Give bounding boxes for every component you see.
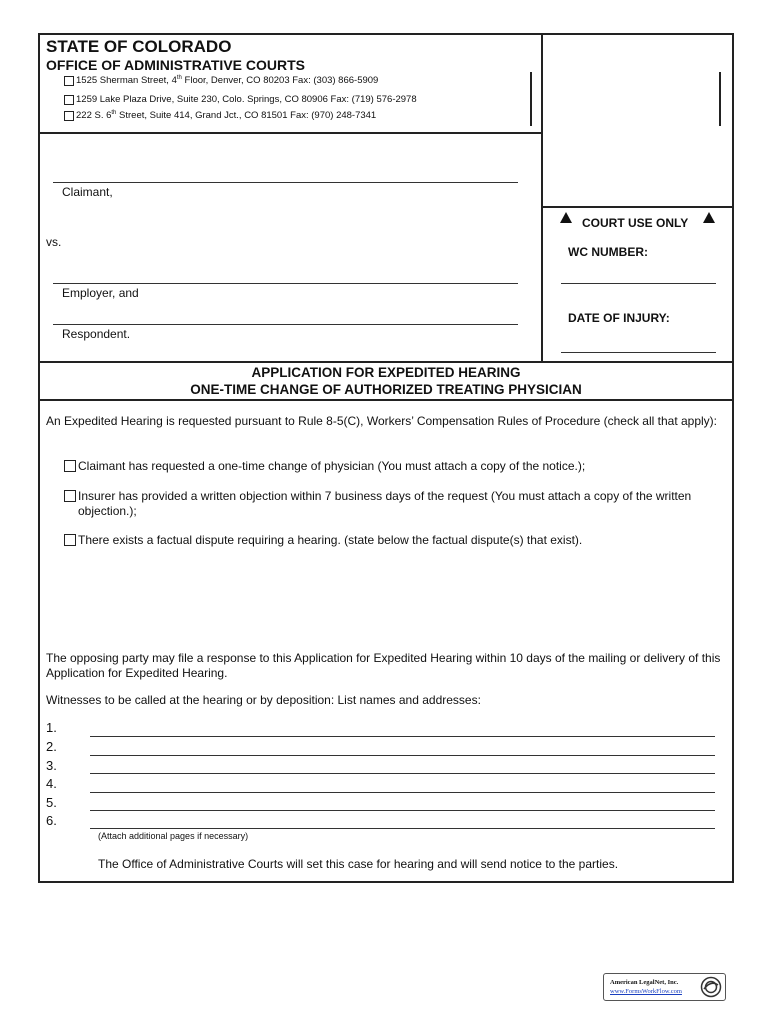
witness-number: 1.	[46, 720, 57, 735]
publisher-name: American LegalNet, Inc.	[610, 979, 679, 986]
vs-label: vs.	[46, 235, 62, 249]
address-option-denver[interactable]	[64, 75, 378, 86]
witness-number: 4.	[46, 776, 57, 791]
arrow-up-icon	[560, 212, 572, 223]
publisher-logo	[603, 973, 726, 1001]
arrow-up-icon	[703, 212, 715, 223]
address-text: 222 S. 6th Street, Suite 414, Grand Jct., CO 81501 Fax: (970) 248-7341	[76, 110, 377, 122]
address-option-colorado-springs[interactable]	[64, 94, 417, 105]
office-heading: OFFICE OF ADMINISTRATIVE COURTS	[46, 57, 305, 73]
wc-number-label: WC NUMBER:	[568, 245, 648, 259]
employer-label: Employer, and	[62, 286, 139, 300]
option-text: Insurer has provided a written objection within 7 business days of the request (You must attach a copy of the written objection.);	[78, 489, 692, 518]
option-insurer-objection[interactable]	[64, 489, 724, 519]
option-factual-dispute[interactable]	[64, 533, 724, 548]
document-title	[38, 365, 734, 397]
response-note: The opposing party may file a response to this Application for Expedited Hearing within 10 days of the mailing or delivery of this Application for Expedited Hearing.	[46, 651, 721, 680]
publisher-url[interactable]: www.FormsWorkFlow.com	[610, 988, 682, 995]
court-use-label: COURT USE ONLY	[582, 216, 689, 230]
witness-number: 3.	[46, 758, 57, 773]
closing-statement: The Office of Administrative Courts will set this case for hearing and will send notice to the parties.	[98, 857, 619, 871]
wc-number-field[interactable]	[561, 283, 716, 284]
witness-line[interactable]	[90, 773, 715, 774]
stamp-bracket-right	[719, 72, 721, 126]
address-text: 1259 Lake Plaza Drive, Suite 230, Colo. Springs, CO 80906 Fax: (719) 576-2978	[76, 94, 417, 105]
header-divider	[541, 33, 543, 363]
witness-line[interactable]	[90, 792, 715, 793]
address-checkbox[interactable]	[64, 76, 74, 86]
witness-line[interactable]	[90, 810, 715, 811]
option-text: Claimant has requested a one-time change of physician (You must attach a copy of the notice.);	[78, 459, 586, 473]
title-line-1: APPLICATION FOR EXPEDITED HEARING	[251, 365, 521, 380]
witness-intro: Witnesses to be called at the hearing or by deposition: List names and addresses:	[46, 693, 481, 707]
header-bottom-rule	[38, 132, 542, 134]
intro-paragraph: An Expedited Hearing is requested pursuant to Rule 8-5(C), Workers’ Compensation Rules of Procedure (check all that apply):	[46, 414, 717, 428]
respondent-label: Respondent.	[62, 327, 131, 341]
option-checkbox[interactable]	[64, 490, 76, 502]
respondent-line[interactable]	[53, 324, 518, 325]
date-of-injury-field[interactable]	[561, 352, 716, 353]
address-text: 1525 Sherman Street, 4th Floor, Denver, CO 80203 Fax: (303) 866-5909	[76, 75, 379, 87]
date-of-injury-label: DATE OF INJURY:	[568, 311, 670, 325]
state-heading: STATE OF COLORADO	[46, 37, 232, 56]
option-one-time-change[interactable]	[64, 459, 724, 474]
address-checkbox[interactable]	[64, 111, 74, 121]
address-checkbox[interactable]	[64, 95, 74, 105]
claimant-line[interactable]	[53, 182, 518, 183]
witness-line[interactable]	[90, 736, 715, 737]
witness-line[interactable]	[90, 828, 715, 829]
title-bottom-rule	[38, 399, 734, 401]
option-checkbox[interactable]	[64, 460, 76, 472]
court-use-top-rule	[541, 206, 734, 208]
caption-bottom-rule	[38, 361, 734, 363]
title-line-2: ONE-TIME CHANGE OF AUTHORIZED TREATING PHYSICIAN	[190, 382, 582, 397]
witness-number: 5.	[46, 795, 57, 810]
option-text: There exists a factual dispute requiring a hearing. (state below the factual dispute(s) that exist).	[78, 533, 583, 547]
witness-number: 2.	[46, 739, 57, 754]
address-option-grand-junction[interactable]	[64, 110, 376, 121]
witness-number: 6.	[46, 813, 57, 828]
employer-line[interactable]	[53, 283, 518, 284]
stamp-bracket-left	[530, 72, 532, 126]
claimant-label: Claimant,	[62, 185, 113, 199]
attach-note: (Attach additional pages if necessary)	[98, 831, 249, 841]
option-checkbox[interactable]	[64, 534, 76, 546]
globe-icon	[700, 976, 722, 998]
witness-line[interactable]	[90, 755, 715, 756]
